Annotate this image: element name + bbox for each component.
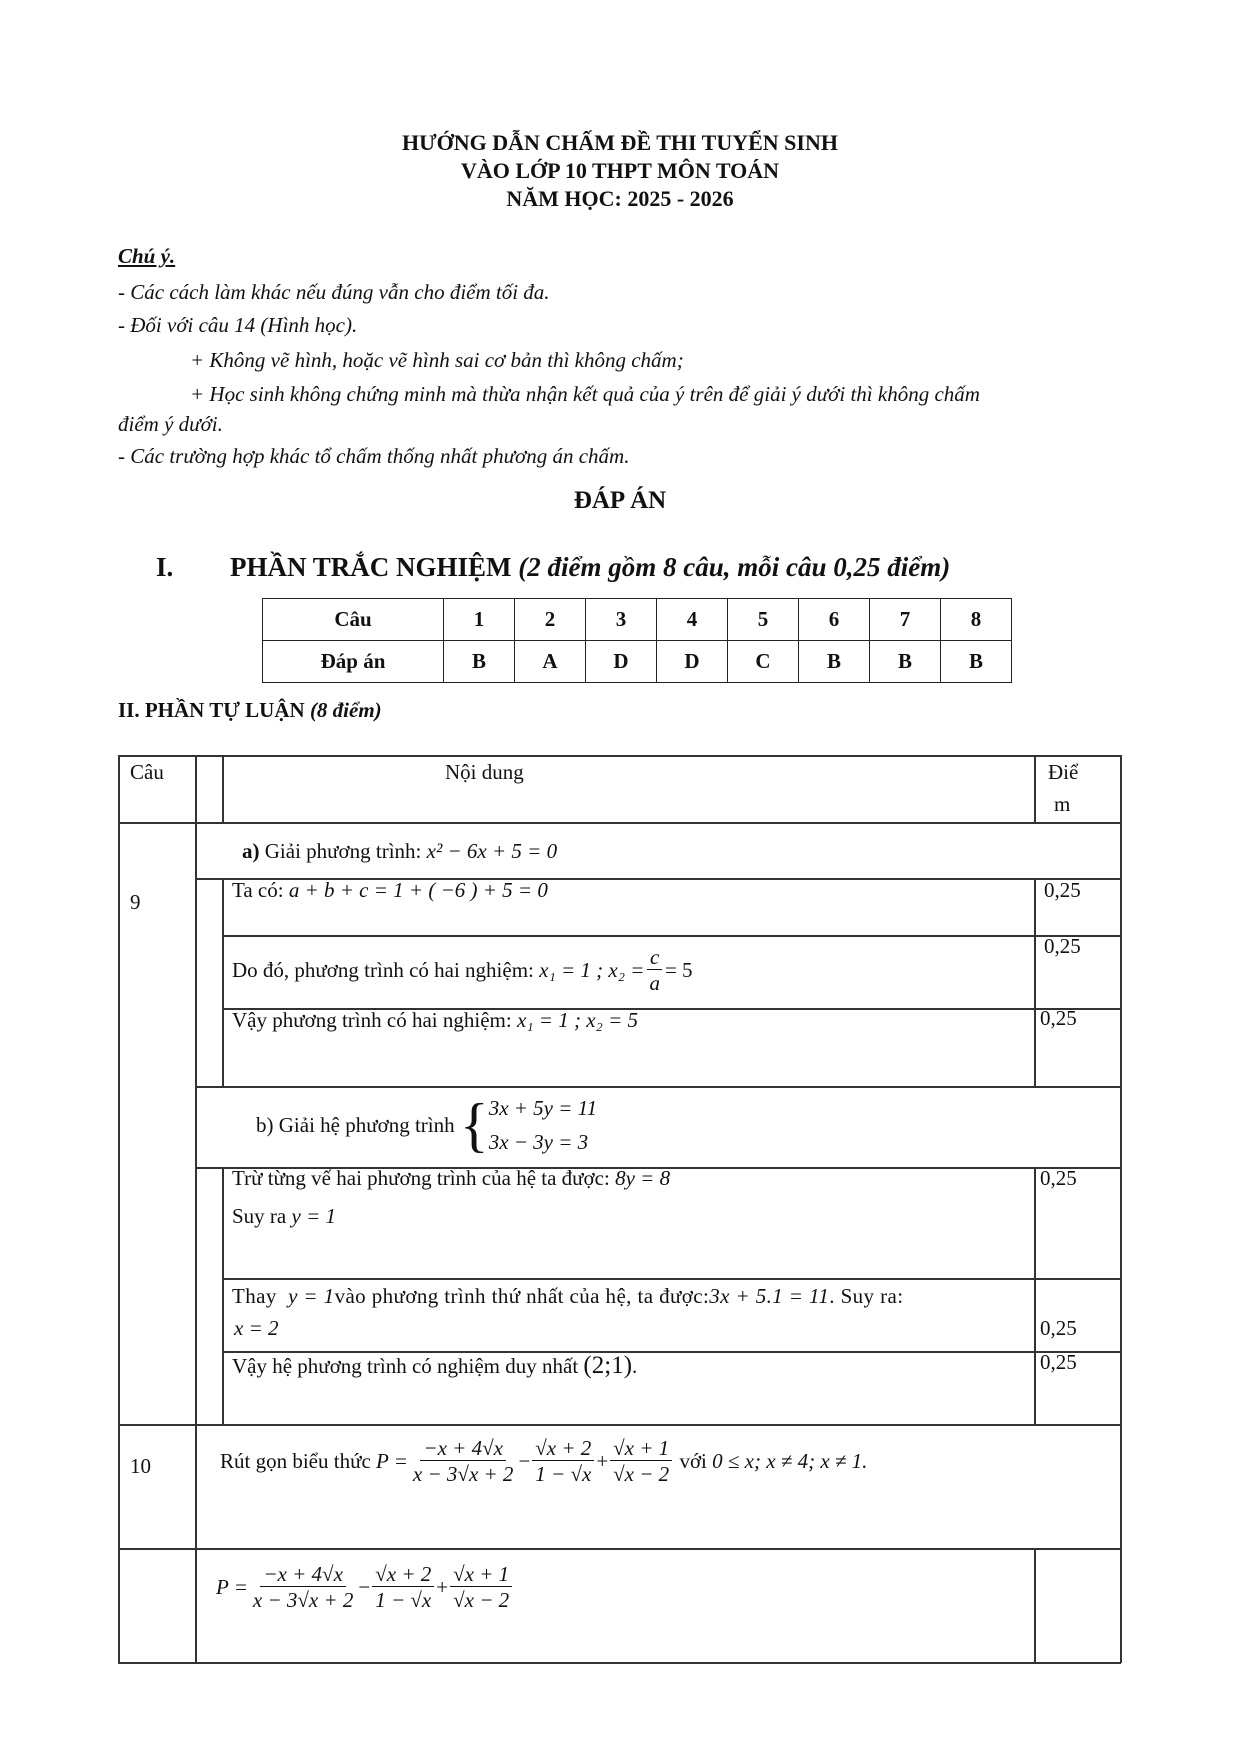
question-number: 6 — [799, 599, 870, 641]
fraction — [410, 1436, 517, 1487]
q9a-label: a) — [242, 839, 260, 863]
q9b-prompt — [256, 1084, 597, 1166]
step-text: Vậy hệ phương trình có nghiệm duy nhất — [232, 1354, 579, 1378]
condition: 0 ≤ x; x ≠ 4; x ≠ 1. — [712, 1449, 868, 1473]
part1-subtitle: (2 điểm gồm 8 câu, mỗi câu 0,25 điểm) — [518, 552, 951, 582]
step-math: x₂ = — [608, 958, 645, 982]
answer-key: B — [444, 641, 515, 683]
step-text: Thay — [232, 1284, 277, 1308]
system-brace-icon: { — [459, 1092, 489, 1158]
operator: + — [436, 1575, 449, 1599]
fraction-numerator: −x + 4√x — [260, 1562, 346, 1587]
question-number-10: 10 — [130, 1454, 151, 1478]
table-border — [118, 755, 120, 1663]
column-divider — [1034, 1548, 1036, 1662]
q9-step5 — [232, 1282, 903, 1310]
table-border — [118, 1662, 1121, 1664]
operator: − — [358, 1575, 371, 1599]
step-math: x₁ = 1 ; x₂ = 5 — [516, 1008, 639, 1032]
part2-subtitle: (8 điểm) — [309, 698, 382, 722]
step-text: . Suy ra: — [829, 1284, 904, 1308]
header-diem-cont: m — [1054, 792, 1071, 816]
q9-step4-score: 0,25 — [1040, 1166, 1077, 1190]
q9b-text: b) Giải hệ phương trình — [256, 1113, 455, 1137]
q9-step4 — [232, 1164, 670, 1192]
step-text: . — [632, 1354, 638, 1378]
answer-row — [263, 641, 1012, 683]
question-number: 4 — [657, 599, 728, 641]
equation-system — [489, 1091, 597, 1159]
system-equation-2: 3x − 3y = 3 — [488, 1130, 589, 1154]
answer-key: B — [799, 641, 870, 683]
step-text: Vậy phương trình có hai nghiệm: — [232, 1008, 512, 1032]
fraction-numerator: √x + 1 — [610, 1436, 672, 1461]
table-border — [118, 755, 1121, 757]
part1-heading — [230, 552, 950, 583]
fraction-numerator: √x + 2 — [532, 1436, 594, 1461]
step-math: 8y = 8 — [615, 1166, 671, 1190]
fraction-denominator: 1 − √x — [535, 1461, 592, 1486]
question-number-9: 9 — [130, 890, 141, 914]
note-item: + Học sinh không chứng minh mà thừa nhận kết quả của ý trên để giải ý dưới thì không chấm — [190, 382, 980, 406]
step-math: y = 1 — [291, 1204, 336, 1228]
row-divider — [222, 935, 1121, 937]
note-item: điểm ý dưới. — [118, 412, 223, 436]
q9-step5-score: 0,25 — [1040, 1316, 1077, 1340]
header-noi-dung: Nội dung — [445, 760, 524, 784]
note-item: - Các cách làm khác nếu đúng vẫn cho điểm tối đa. — [118, 280, 550, 304]
q10-step1 — [216, 1556, 514, 1618]
row-divider — [222, 1278, 1121, 1280]
part2-heading — [118, 698, 382, 723]
part1-number: I. — [156, 552, 174, 582]
q9-step2 — [232, 940, 693, 1000]
row-label: Câu — [263, 599, 444, 641]
column-divider — [222, 1167, 224, 1424]
fraction-numerator: −x + 4√x — [420, 1436, 506, 1461]
condition-word: với — [679, 1449, 707, 1473]
answer-key: B — [870, 641, 941, 683]
question-number: 5 — [728, 599, 799, 641]
step-math: (2;1) — [583, 1352, 633, 1379]
part2-title: II. PHẦN TỰ LUẬN — [118, 698, 305, 722]
step-text: Ta có: — [232, 878, 284, 902]
fraction — [610, 1436, 672, 1487]
step-text: Trừ từng vế hai phương trình của hệ ta được: — [232, 1166, 610, 1190]
column-divider — [222, 755, 224, 822]
fraction — [532, 1436, 594, 1487]
fraction — [372, 1562, 434, 1613]
step-text: vào phương trình thứ nhất của hệ, ta được: — [334, 1284, 710, 1308]
q9-step2-score: 0,25 — [1044, 934, 1081, 958]
fraction-numerator: c — [647, 945, 662, 970]
question-number: 3 — [586, 599, 657, 641]
fraction — [250, 1562, 357, 1613]
q10-prompt — [220, 1430, 867, 1492]
fraction-numerator: √x + 2 — [372, 1562, 434, 1587]
question-number: 7 — [870, 599, 941, 641]
answer-key: B — [941, 641, 1012, 683]
answer-title: ĐÁP ÁN — [573, 487, 667, 514]
step-text: Suy ra — [232, 1204, 287, 1228]
header-cau: Câu — [130, 760, 164, 784]
table-border — [1120, 755, 1122, 1663]
note-item: + Không vẽ hình, hoặc vẽ hình sai cơ bản thì không chấm; — [190, 348, 684, 372]
expression-p: P = — [216, 1575, 248, 1599]
question-number: 8 — [941, 599, 1012, 641]
fraction-denominator: a — [649, 970, 660, 995]
operator: + — [596, 1449, 609, 1473]
note-item: - Đối với câu 14 (Hình học). — [118, 313, 358, 337]
doc-title-line-2: VÀO LỚP 10 THPT MÔN TOÁN — [460, 158, 780, 183]
step-math: x₁ = 1 ; — [539, 958, 604, 982]
column-divider — [195, 755, 197, 1663]
question-number: 2 — [515, 599, 586, 641]
fraction-denominator: x − 3√x + 2 — [252, 1587, 354, 1612]
system-equation-1: 3x + 5y = 11 — [488, 1096, 598, 1120]
step-math: = 5 — [664, 958, 693, 982]
q9-step4-cont — [232, 1202, 336, 1230]
q9-step6 — [232, 1352, 637, 1380]
fraction-denominator: x − 3√x + 2 — [412, 1461, 514, 1486]
answer-key: A — [515, 641, 586, 683]
row-label: Đáp án — [263, 641, 444, 683]
row-divider — [118, 822, 1121, 824]
multiple-choice-table — [262, 598, 1012, 683]
answer-key: C — [728, 641, 799, 683]
q9a-equation: x² − 6x + 5 = 0 — [426, 839, 558, 863]
note-item: - Các trường hợp khác tổ chấm thống nhất phương án chấm. — [118, 444, 630, 468]
q9-step5-result: x = 2 — [234, 1316, 279, 1340]
q9-step1-score: 0,25 — [1044, 878, 1081, 902]
notes-heading: Chú ý. — [118, 244, 176, 268]
doc-title-line-1: HƯỚNG DẪN CHẤM ĐỀ THI TUYỂN SINH — [402, 130, 838, 155]
column-divider — [1034, 1167, 1036, 1424]
column-divider — [1034, 755, 1036, 822]
step-text: Do đó, phương trình có hai nghiệm: — [232, 958, 534, 982]
question-row — [263, 599, 1012, 641]
step-math: y = 1 — [288, 1284, 335, 1308]
column-divider — [222, 878, 224, 1086]
fraction-denominator: √x − 2 — [453, 1587, 510, 1612]
q9-step6-score: 0,25 — [1040, 1350, 1077, 1374]
q9a-prompt — [242, 837, 557, 865]
answer-key: D — [586, 641, 657, 683]
step-math: 3x + 5.1 = 11 — [709, 1284, 830, 1308]
doc-title-line-3: NĂM HỌC: 2025 - 2026 — [506, 186, 734, 211]
answer-key: D — [657, 641, 728, 683]
header-diem: Điể — [1048, 760, 1079, 784]
part1-title: PHẦN TRẮC NGHIỆM — [230, 552, 512, 582]
q9-step1 — [232, 876, 548, 904]
fraction-denominator: 1 − √x — [375, 1587, 432, 1612]
fraction-denominator: √x − 2 — [613, 1461, 670, 1486]
q10-text: Rút gọn biểu thức — [220, 1449, 371, 1473]
fraction — [646, 945, 663, 996]
q9-step3 — [232, 1006, 638, 1034]
expression-p: P = — [376, 1449, 408, 1473]
q9-step3-score: 0,25 — [1040, 1006, 1077, 1030]
question-number: 1 — [444, 599, 515, 641]
column-divider — [1034, 878, 1036, 1086]
row-divider — [118, 1424, 1121, 1426]
q9a-text: Giải phương trình: — [264, 839, 422, 863]
operator: − — [518, 1449, 531, 1473]
step-math: a + b + c = 1 + ( −6 ) + 5 = 0 — [288, 878, 548, 902]
row-divider — [118, 1548, 1121, 1550]
fraction — [450, 1562, 512, 1613]
fraction-numerator: √x + 1 — [450, 1562, 512, 1587]
